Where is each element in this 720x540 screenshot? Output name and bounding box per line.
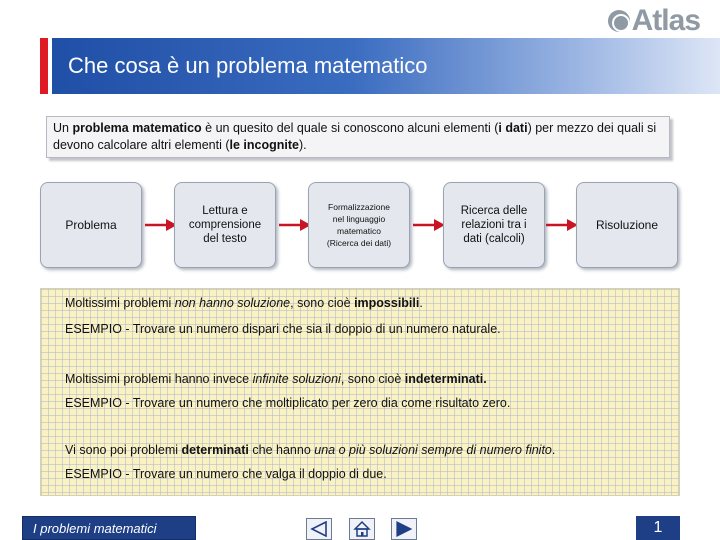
step-label: Ricerca delle: [460, 205, 528, 217]
step-label: relazioni tra i: [461, 219, 527, 231]
triangle-right-icon: [395, 521, 413, 537]
title-banner: [40, 38, 720, 94]
note-keyword: impossibili: [354, 296, 420, 310]
step-label: matematico: [337, 226, 381, 236]
step-label: Problema: [65, 218, 117, 232]
definition-unknowns-term: le incognite: [229, 138, 299, 152]
page-title: Che cosa è un problema matematico: [68, 53, 428, 78]
note-text: , sono cioè: [340, 372, 405, 386]
definition-text: ) per mezzo dei quali si devono calcolare altri elementi (: [53, 121, 657, 152]
step-label: comprensione: [188, 219, 262, 231]
red-right-arrow-icon: [144, 217, 178, 233]
process-flow: [40, 182, 680, 268]
note-keyword: determinati: [181, 443, 249, 457]
red-right-arrow-icon: [278, 217, 312, 233]
note-emphasis: non hanno soluzione: [174, 296, 291, 310]
page-number: 1: [636, 516, 680, 540]
step-label: (Ricerca dei dati): [326, 238, 392, 248]
definition-text: Un: [53, 121, 73, 135]
title-accent-bar: [40, 38, 48, 94]
notes-grid-panel: [40, 288, 680, 496]
definition-data-term: i dati: [498, 121, 528, 135]
step-label: del testo: [203, 233, 247, 245]
step-formalizzazione: [308, 182, 410, 268]
note-text: Moltissimi problemi hanno invece: [65, 372, 253, 386]
definition-text: ).: [298, 138, 307, 152]
step-problema: [40, 182, 142, 268]
step-label: nel linguaggio: [332, 214, 386, 224]
logo-text: Atlas: [631, 4, 700, 37]
note-impossible: [65, 296, 423, 310]
note-text: , sono cioè: [290, 296, 355, 310]
step-label: Lettura e: [202, 205, 248, 217]
step-ricerca-relazioni: [443, 182, 545, 268]
note-emphasis: una o più soluzioni sempre di numero finito: [314, 443, 552, 457]
red-right-arrow-icon: [412, 217, 446, 233]
definition-term: problema matematico: [72, 121, 202, 135]
note-determinate: [65, 443, 555, 457]
note-text: che hanno: [248, 443, 315, 457]
section-label[interactable]: I problemi matematici: [22, 516, 196, 540]
atlas-logo: [608, 6, 700, 36]
note-text: .: [551, 443, 556, 457]
step-lettura: [174, 182, 276, 268]
note-text: Moltissimi problemi: [65, 296, 175, 310]
definition-box: [46, 116, 670, 158]
step-risoluzione: [576, 182, 678, 268]
note-keyword: indeterminati.: [404, 372, 487, 386]
triangle-left-icon: [310, 521, 328, 537]
example-impossible: ESEMPIO - Trovare un numero dispari che sia il doppio di un numero naturale.: [65, 322, 501, 336]
definition-text: è un quesito del quale si conoscono alcuni elementi (: [201, 121, 499, 135]
example-indeterminate: ESEMPIO - Trovare un numero che moltiplicato per zero dia come risultato zero.: [65, 396, 511, 410]
example-determinate: ESEMPIO - Trovare un numero che valga il doppio di due.: [65, 467, 387, 481]
red-right-arrow-icon: [545, 217, 579, 233]
title-background: [52, 38, 720, 94]
next-button[interactable]: [391, 518, 417, 540]
step-label: dati (calcoli): [463, 233, 525, 245]
previous-button[interactable]: [306, 518, 332, 540]
globe-icon: [608, 10, 630, 32]
home-icon: [353, 520, 371, 538]
step-label: Risoluzione: [595, 218, 659, 232]
home-button[interactable]: [349, 518, 375, 540]
step-label: Formalizzazione: [328, 202, 390, 212]
note-indeterminate: [65, 372, 487, 386]
note-text: .: [419, 296, 423, 310]
note-text: Vi sono poi problemi: [65, 443, 182, 457]
note-emphasis: infinite soluzioni: [252, 372, 341, 386]
